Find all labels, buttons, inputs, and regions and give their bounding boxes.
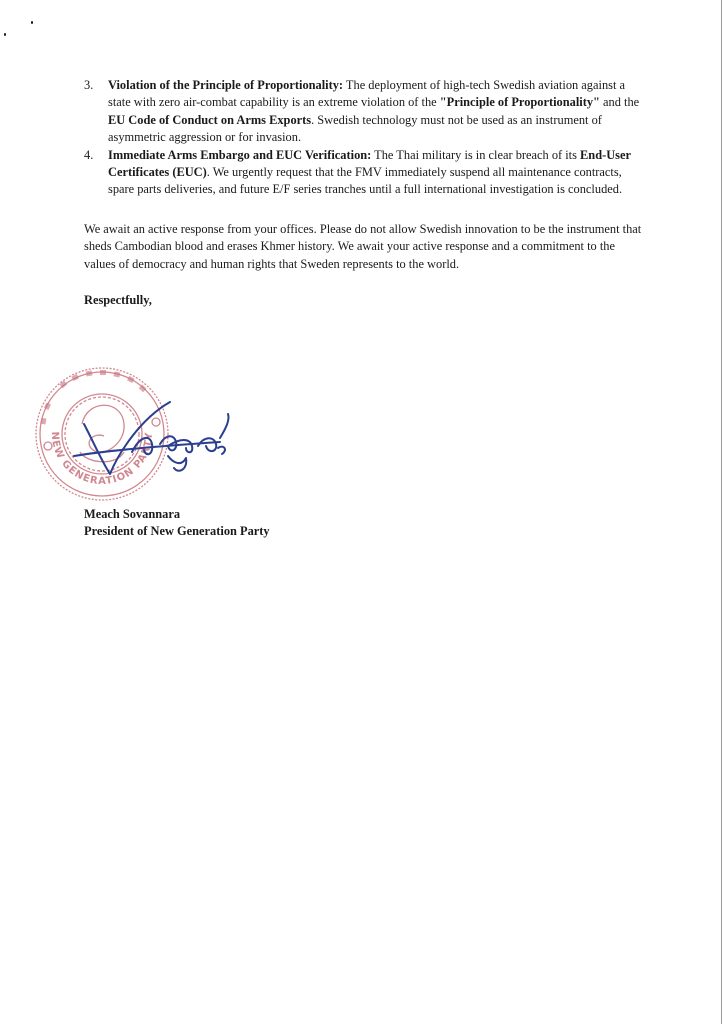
item-heading: Immediate Arms Embargo and EUC Verification: xyxy=(108,147,372,162)
item-text: . Swedish technology must not be used as an instrument of asymmetric aggression or for invasion. xyxy=(108,112,602,145)
scan-speck xyxy=(31,21,33,24)
signatory-name: Meach Sovannara xyxy=(84,507,181,521)
item-text: The deployment of high-tech Swedish aviation against a state with zero air-combat capability is an extreme violation of the xyxy=(108,78,625,110)
item-text: The Thai military is in clear breach of its xyxy=(371,147,581,162)
list-item xyxy=(84,147,644,199)
salutation: Respectfully, xyxy=(84,293,152,308)
item-emphasis: "Principle of Proportionality" xyxy=(439,95,600,110)
letter-body xyxy=(84,77,644,309)
signatory-title: President of New Generation Party xyxy=(84,524,270,538)
list-item xyxy=(84,77,644,147)
item-heading: Violation of the Principle of Proportionality: xyxy=(108,78,344,92)
item-emphasis: End-User Certificates (EUC) xyxy=(108,147,631,180)
item-emphasis: EU Code of Conduct on Arms Exports xyxy=(108,112,312,127)
item-number: 3. xyxy=(84,78,94,92)
item-text: and the xyxy=(599,95,640,110)
scan-speck xyxy=(4,33,6,36)
item-text: . We urgently request that the FMV immediately suspend all maintenance contracts, spare parts deliveries, and future E/F series tranches until a full international investigation is concluded. xyxy=(108,165,623,197)
item-number: 4. xyxy=(84,147,94,162)
signature-icon xyxy=(70,394,260,484)
page-edge xyxy=(721,0,722,1024)
signature-block xyxy=(30,364,330,539)
seal-text: NEW GENERATION PARTY xyxy=(48,431,156,487)
demands-list xyxy=(84,77,644,199)
closing-paragraph: We await an active response from your offices. Please do not allow Swedish innovation to be the instrument that sheds Cambodian blood and erases Khmer history. We await your active response and a commitment to the values of democracy and human rights that Sweden represents to the world. xyxy=(84,221,642,271)
